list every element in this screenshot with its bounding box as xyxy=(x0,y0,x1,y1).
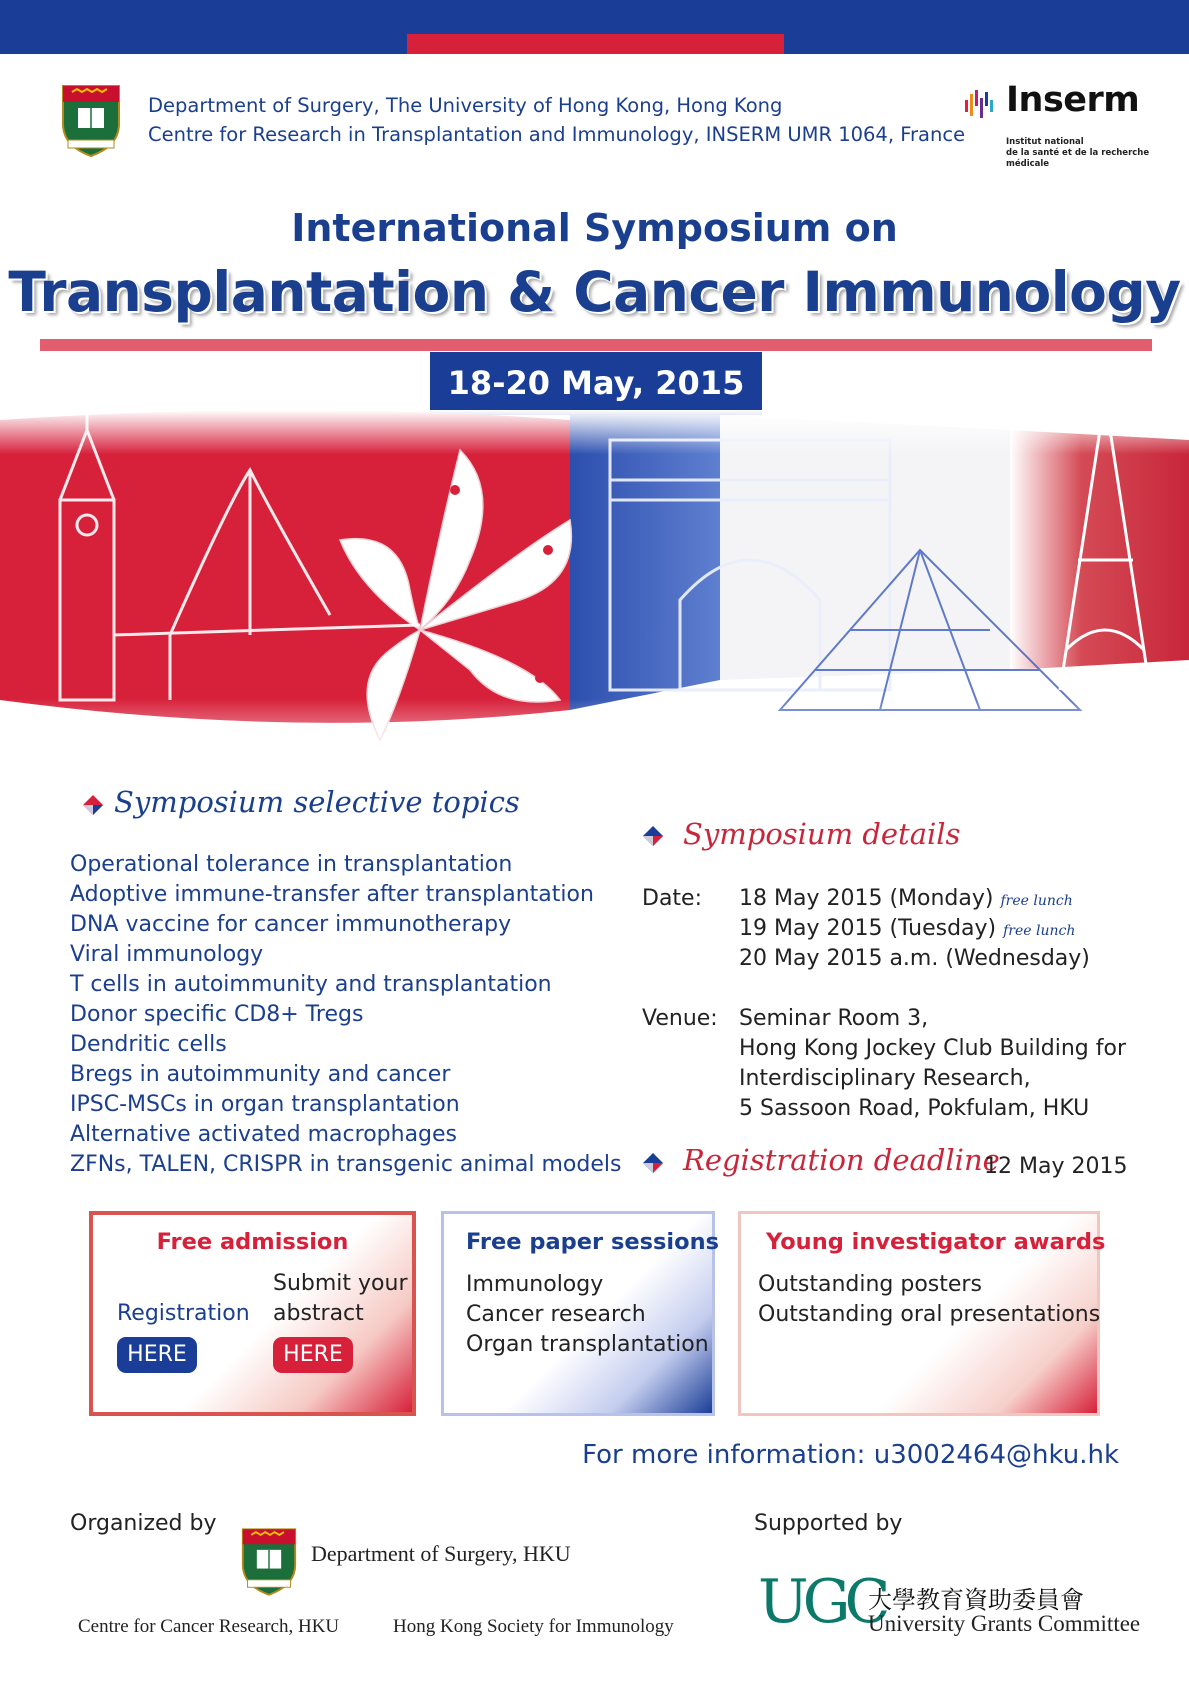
date-text: 19 May 2015 (Tuesday) xyxy=(739,916,997,941)
date-text: 18 May 2015 (Monday) xyxy=(739,886,994,911)
free-admission-box xyxy=(89,1211,416,1416)
submit-abstract-line-2: abstract xyxy=(273,1301,364,1326)
ugc-english-name: University Grants Committee xyxy=(868,1611,1141,1636)
registration-here-button[interactable]: HERE xyxy=(117,1337,197,1373)
organized-by-label: Organized by xyxy=(70,1511,217,1536)
list-item: Adoptive immune-transfer after transplantation xyxy=(70,882,594,907)
ugc-logo: UGC xyxy=(758,1567,885,1637)
inserm-subtitle xyxy=(1006,137,1189,170)
list-item: Operational tolerance in transplantation xyxy=(70,852,513,877)
list-item: DNA vaccine for cancer immunotherapy xyxy=(70,912,512,937)
free-lunch-note: free lunch xyxy=(1000,893,1073,909)
list-item: Bregs in autoimmunity and cancer xyxy=(70,1062,451,1087)
paper-session-item: Cancer research xyxy=(466,1302,646,1327)
date-line-3: 20 May 2015 a.m. (Wednesday) xyxy=(739,946,1090,971)
list-item: T cells in autoimmunity and transplantation xyxy=(70,972,552,997)
list-item: Dendritic cells xyxy=(70,1032,227,1057)
awards-title: Young investigator awards xyxy=(766,1229,1106,1255)
date-banner: 18-20 May, 2015 xyxy=(430,352,762,415)
hku-crest-icon xyxy=(60,84,122,158)
top-red-accent xyxy=(407,34,784,54)
topics-list xyxy=(70,850,621,1180)
topics-heading: Symposium selective topics xyxy=(114,785,520,819)
free-paper-sessions-title: Free paper sessions xyxy=(466,1229,719,1255)
award-item: Outstanding posters xyxy=(758,1272,982,1297)
inserm-bars-icon xyxy=(963,86,999,122)
list-item: Viral immunology xyxy=(70,942,264,967)
list-item: ZFNs, TALEN, CRISPR in transgenic animal models xyxy=(70,1152,622,1177)
date-line-2 xyxy=(739,914,1075,946)
title-line-2: Transplantation & Cancer Immunology xyxy=(8,260,1181,324)
co-organizer-immunology-society: Hong Kong Society for Immunology xyxy=(393,1616,674,1637)
date-label: Date: xyxy=(642,886,702,911)
header-org-line-2: Centre for Research in Transplantation and Immunology, INSERM UMR 1064, France xyxy=(148,123,966,146)
list-item: IPSC-MSCs in organ transplantation xyxy=(70,1092,460,1117)
list-item: Alternative activated macrophages xyxy=(70,1122,458,1147)
submit-abstract-here-button[interactable]: HERE xyxy=(273,1337,353,1373)
free-lunch-note: free lunch xyxy=(1003,923,1076,939)
hk-france-banner-illustration xyxy=(0,410,1189,780)
paper-session-item: Organ transplantation xyxy=(466,1332,709,1357)
inserm-subtitle-line-2: de la santé et de la recherche médicale xyxy=(1006,148,1150,169)
ugc-chinese-name: 大學教育資助委員會 xyxy=(868,1586,1084,1614)
hku-crest-icon xyxy=(240,1527,298,1597)
diamond-bullet-icon xyxy=(642,1152,664,1174)
paper-session-item: Immunology xyxy=(466,1272,604,1297)
date-line-1 xyxy=(739,884,1073,916)
free-admission-title: Free admission xyxy=(156,1229,349,1255)
organizer-dept-surgery: Department of Surgery, HKU xyxy=(311,1541,571,1566)
supported-by-label: Supported by xyxy=(754,1511,903,1536)
title-line-1: International Symposium on xyxy=(291,206,898,250)
young-investigator-awards-box xyxy=(738,1211,1106,1416)
registration-heading: Registration deadline xyxy=(683,1143,1000,1177)
venue-line-2: Hong Kong Jockey Club Building for xyxy=(739,1036,1127,1061)
inserm-wordmark: Inserm xyxy=(1006,80,1140,120)
co-organizer-cancer-research: Centre for Cancer Research, HKU xyxy=(78,1616,340,1637)
more-info-contact: For more information: u3002464@hku.hk xyxy=(582,1440,1119,1470)
registration-deadline: 12 May 2015 xyxy=(984,1154,1128,1179)
header-org-line-1: Department of Surgery, The University of Hong Kong, Hong Kong xyxy=(148,94,783,117)
free-paper-sessions-box xyxy=(441,1211,719,1416)
award-item: Outstanding oral presentations xyxy=(758,1302,1101,1327)
venue-line-4: 5 Sassoon Road, Pokfulam, HKU xyxy=(739,1096,1090,1121)
venue-line-3: Interdisciplinary Research, xyxy=(739,1066,1031,1091)
details-heading: Symposium details xyxy=(683,817,961,851)
inserm-subtitle-line-1: Institut national xyxy=(1006,137,1084,147)
submit-abstract-line-1: Submit your xyxy=(273,1271,408,1296)
venue-label: Venue: xyxy=(642,1006,718,1031)
diamond-bullet-icon xyxy=(82,794,104,816)
title-rule xyxy=(40,339,1152,351)
venue-line-1: Seminar Room 3, xyxy=(739,1006,929,1031)
registration-label: Registration xyxy=(117,1301,250,1326)
diamond-bullet-icon xyxy=(642,825,664,847)
list-item: Donor specific CD8+ Tregs xyxy=(70,1002,364,1027)
